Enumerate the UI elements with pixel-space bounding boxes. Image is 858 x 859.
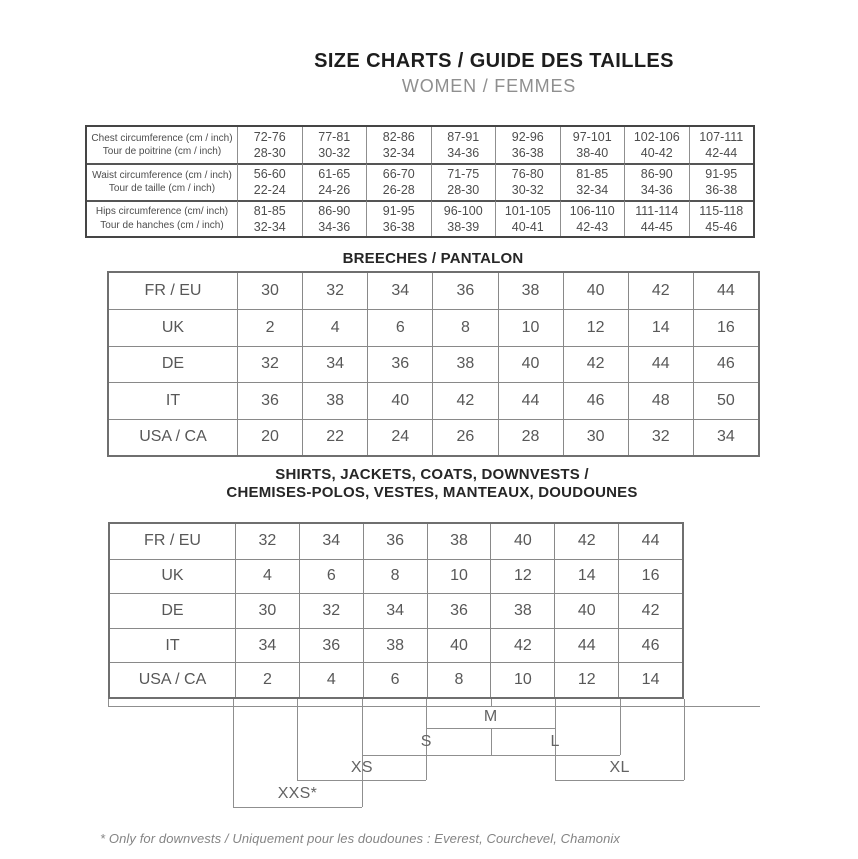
size-value-cell: 38 bbox=[302, 382, 367, 418]
bracket-line bbox=[233, 699, 234, 706]
measurement-value-cell bbox=[560, 163, 625, 199]
value-inch: 28-30 bbox=[447, 183, 480, 198]
value-cm: 101-105 bbox=[504, 203, 551, 218]
size-value-cell: 46 bbox=[618, 628, 682, 663]
size-value-cell: 36 bbox=[237, 382, 302, 418]
size-value-cell: 30 bbox=[237, 273, 302, 309]
value-inch: 32-34 bbox=[382, 146, 415, 161]
value-cm: 81-85 bbox=[576, 167, 609, 182]
value-cm: 106-110 bbox=[569, 203, 615, 218]
value-inch: 32-34 bbox=[253, 219, 286, 234]
size-value-cell: 6 bbox=[363, 662, 427, 697]
size-value-cell: 4 bbox=[235, 559, 299, 594]
size-value-cell: 14 bbox=[628, 309, 693, 345]
row-label-cell: IT bbox=[110, 628, 235, 663]
size-value-cell: 44 bbox=[628, 346, 693, 382]
size-value-cell: 34 bbox=[693, 419, 758, 455]
value-cm: 82-86 bbox=[382, 129, 415, 144]
measurement-value-cell bbox=[302, 127, 367, 163]
size-value-cell: 38 bbox=[498, 273, 563, 309]
size-value-cell: 32 bbox=[237, 346, 302, 382]
measurement-label-en: Chest circumference (cm / inch) bbox=[91, 132, 233, 144]
size-value-cell: 40 bbox=[490, 524, 554, 559]
shirts-size-table bbox=[108, 522, 684, 699]
value-cm: 86-90 bbox=[640, 167, 673, 182]
size-value-cell: 36 bbox=[299, 628, 363, 663]
size-value-cell: 2 bbox=[237, 309, 302, 345]
row-label-cell: DE bbox=[110, 593, 235, 628]
row-label-cell: DE bbox=[109, 346, 237, 382]
size-value-cell: 38 bbox=[427, 524, 491, 559]
size-value-cell: 26 bbox=[432, 419, 497, 455]
bracket-line bbox=[297, 780, 426, 781]
bracket-line bbox=[233, 706, 234, 807]
size-value-cell: 32 bbox=[628, 419, 693, 455]
bracket-line bbox=[362, 755, 620, 756]
body-measurements-table bbox=[85, 125, 755, 238]
size-value-cell: 38 bbox=[490, 593, 554, 628]
measurement-label-cell bbox=[87, 200, 237, 236]
value-cm: 77-81 bbox=[318, 129, 351, 144]
row-label-cell: FR / EU bbox=[144, 282, 202, 300]
value-cm: 61-65 bbox=[318, 167, 351, 182]
bracket-line bbox=[620, 706, 621, 755]
page-title: SIZE CHARTS / GUIDE DES TAILLES bbox=[314, 50, 674, 72]
value-inch: 28-30 bbox=[253, 146, 286, 161]
measurement-label-en: Waist circumference (cm / inch) bbox=[92, 169, 232, 181]
bracket-line bbox=[108, 699, 109, 706]
row-label-cell: FR / EU bbox=[144, 532, 201, 550]
size-value-cell: 34 bbox=[302, 346, 367, 382]
measurement-value-cell bbox=[237, 163, 302, 199]
value-cm: 72-76 bbox=[253, 129, 286, 144]
size-value-cell: 14 bbox=[618, 662, 682, 697]
size-value-cell: 10 bbox=[498, 309, 563, 345]
size-value-cell: 44 bbox=[693, 273, 758, 309]
value-inch: 38-39 bbox=[447, 219, 480, 234]
value-inch: 40-41 bbox=[511, 219, 544, 234]
bracket-line bbox=[108, 706, 760, 707]
measurement-label-fr: Tour de hanches (cm / inch) bbox=[100, 219, 224, 231]
value-cm: 96-100 bbox=[443, 203, 483, 218]
size-value-cell: 6 bbox=[299, 559, 363, 594]
row-label-cell: USA / CA bbox=[109, 419, 237, 455]
value-cm: 92-96 bbox=[511, 129, 544, 144]
measurement-value-cell bbox=[624, 163, 689, 199]
size-value-cell: 12 bbox=[554, 662, 618, 697]
measurement-value-cell bbox=[624, 127, 689, 163]
size-value-cell: 44 bbox=[618, 524, 682, 559]
size-value-cell: 38 bbox=[432, 346, 497, 382]
size-value-cell: 34 bbox=[235, 628, 299, 663]
measurement-value-cell bbox=[302, 200, 367, 236]
size-value-cell: 8 bbox=[427, 662, 491, 697]
value-inch: 34-36 bbox=[640, 183, 673, 198]
bracket-line bbox=[555, 699, 556, 706]
page-subtitle: WOMEN / FEMMES bbox=[401, 76, 577, 96]
bracket-line bbox=[426, 699, 427, 706]
value-cm: 56-60 bbox=[253, 167, 286, 182]
value-cm: 111-114 bbox=[635, 203, 679, 218]
size-value-cell: 10 bbox=[490, 662, 554, 697]
value-inch: 36-38 bbox=[705, 183, 738, 198]
measurement-label-fr: Tour de poitrine (cm / inch) bbox=[102, 146, 222, 158]
measurement-value-cell bbox=[689, 200, 754, 236]
value-cm: 91-95 bbox=[705, 167, 738, 182]
value-inch: 34-36 bbox=[447, 146, 480, 161]
size-value-cell: 12 bbox=[490, 559, 554, 594]
value-inch: 38-40 bbox=[576, 146, 609, 161]
measurement-value-cell bbox=[624, 200, 689, 236]
measurement-value-cell bbox=[560, 200, 625, 236]
value-inch: 22-24 bbox=[253, 183, 286, 198]
size-value-cell: 40 bbox=[367, 382, 432, 418]
shirts-heading-line1: SHIRTS, JACKETS, COATS, DOWNVESTS / bbox=[275, 466, 589, 483]
size-value-cell: 30 bbox=[235, 593, 299, 628]
value-cm: 86-90 bbox=[318, 203, 351, 218]
size-value-cell: 42 bbox=[563, 346, 628, 382]
size-value-cell: 34 bbox=[363, 593, 427, 628]
measurement-label-en: Hips circumference (cm/ inch) bbox=[95, 206, 229, 218]
value-inch: 34-36 bbox=[318, 219, 351, 234]
measurement-value-cell bbox=[431, 127, 496, 163]
value-inch: 40-42 bbox=[640, 146, 673, 161]
size-value-cell: 44 bbox=[554, 628, 618, 663]
measurement-value-cell bbox=[689, 127, 754, 163]
downvests-footnote: * Only for downvests / Uniquement pour les doudounes : Everest, Courchevel, Chamonix bbox=[100, 831, 620, 846]
bracket-line bbox=[684, 699, 685, 706]
size-value-cell: 32 bbox=[302, 273, 367, 309]
size-value-cell: 8 bbox=[363, 559, 427, 594]
bracket-line bbox=[362, 706, 363, 807]
size-value-cell: 40 bbox=[554, 593, 618, 628]
size-value-cell: 42 bbox=[618, 593, 682, 628]
value-cm: 115-118 bbox=[699, 203, 744, 218]
measurement-value-cell bbox=[302, 163, 367, 199]
breeches-size-table bbox=[107, 271, 760, 457]
size-value-cell: 46 bbox=[693, 346, 758, 382]
shirts-heading-line2: CHEMISES-POLOS, VESTES, MANTEAUX, DOUDOUNES bbox=[226, 484, 638, 501]
measurement-value-cell bbox=[495, 200, 560, 236]
value-inch: 42-43 bbox=[576, 219, 609, 234]
bracket-line bbox=[491, 699, 492, 706]
shirts-section-heading bbox=[226, 466, 637, 502]
value-cm: 91-95 bbox=[382, 203, 415, 218]
size-value-cell: 20 bbox=[237, 419, 302, 455]
breeches-section-heading: BREECHES / PANTALON bbox=[342, 250, 524, 267]
size-value-cell: 6 bbox=[367, 309, 432, 345]
letter-size-label-l: L bbox=[550, 732, 560, 750]
value-inch: 44-45 bbox=[640, 219, 673, 234]
value-inch: 30-32 bbox=[318, 146, 351, 161]
size-value-cell: 30 bbox=[563, 419, 628, 455]
bracket-line bbox=[491, 728, 492, 755]
row-label-cell: UK bbox=[109, 309, 237, 345]
bracket-line bbox=[620, 699, 621, 706]
measurement-value-cell bbox=[237, 200, 302, 236]
size-value-cell: 8 bbox=[432, 309, 497, 345]
bracket-line bbox=[233, 807, 362, 808]
size-value-cell: 4 bbox=[302, 309, 367, 345]
size-value-cell: 42 bbox=[490, 628, 554, 663]
measurement-value-cell bbox=[431, 200, 496, 236]
size-value-cell: 44 bbox=[498, 382, 563, 418]
letter-size-label-xl: XL bbox=[609, 758, 630, 776]
value-inch: 30-32 bbox=[511, 183, 544, 198]
value-inch: 32-34 bbox=[576, 183, 609, 198]
measurement-value-cell bbox=[366, 127, 431, 163]
size-value-cell: 36 bbox=[432, 273, 497, 309]
size-value-cell: 46 bbox=[563, 382, 628, 418]
size-value-cell: 40 bbox=[427, 628, 491, 663]
size-value-cell: 16 bbox=[618, 559, 682, 594]
size-value-cell: 12 bbox=[563, 309, 628, 345]
size-value-cell: 4 bbox=[299, 662, 363, 697]
bracket-line bbox=[297, 706, 298, 780]
value-cm: 71-75 bbox=[447, 167, 480, 182]
size-value-cell: 42 bbox=[628, 273, 693, 309]
value-cm: 97-101 bbox=[572, 129, 612, 144]
measurement-value-cell bbox=[495, 163, 560, 199]
value-inch: 42-44 bbox=[705, 146, 738, 161]
size-value-cell: 40 bbox=[498, 346, 563, 382]
size-value-cell: 36 bbox=[363, 524, 427, 559]
value-cm: 76-80 bbox=[511, 167, 544, 182]
size-value-cell: 40 bbox=[563, 273, 628, 309]
size-value-cell: 22 bbox=[302, 419, 367, 455]
bracket-line bbox=[684, 706, 685, 780]
measurement-value-cell bbox=[560, 127, 625, 163]
size-value-cell: 50 bbox=[693, 382, 758, 418]
row-label-cell: IT bbox=[109, 382, 237, 418]
letter-size-label-xs: XS bbox=[350, 758, 373, 776]
size-value-cell: 34 bbox=[299, 524, 363, 559]
bracket-line bbox=[426, 728, 555, 729]
measurement-label-cell bbox=[87, 163, 237, 199]
value-cm: 87-91 bbox=[447, 129, 480, 144]
measurement-value-cell bbox=[366, 200, 431, 236]
measurement-value-cell bbox=[689, 163, 754, 199]
value-inch: 26-28 bbox=[382, 183, 415, 198]
size-value-cell: 42 bbox=[432, 382, 497, 418]
size-value-cell: 10 bbox=[427, 559, 491, 594]
value-inch: 36-38 bbox=[382, 219, 415, 234]
measurement-value-cell bbox=[237, 127, 302, 163]
value-cm: 66-70 bbox=[382, 167, 415, 182]
size-value-cell: 38 bbox=[363, 628, 427, 663]
bracket-line bbox=[555, 780, 684, 781]
row-label-cell: UK bbox=[110, 559, 235, 594]
measurement-label-cell bbox=[87, 127, 237, 163]
value-cm: 102-106 bbox=[633, 129, 680, 144]
size-value-cell: 28 bbox=[498, 419, 563, 455]
size-value-cell: 34 bbox=[367, 273, 432, 309]
size-value-cell: 36 bbox=[427, 593, 491, 628]
bracket-line bbox=[362, 699, 363, 706]
value-inch: 36-38 bbox=[511, 146, 544, 161]
bracket-line bbox=[297, 699, 298, 706]
size-value-cell: 24 bbox=[367, 419, 432, 455]
size-value-cell: 16 bbox=[693, 309, 758, 345]
size-value-cell: 2 bbox=[235, 662, 299, 697]
size-value-cell: 36 bbox=[367, 346, 432, 382]
measurement-value-cell bbox=[366, 163, 431, 199]
measurement-value-cell bbox=[495, 127, 560, 163]
row-label-cell: USA / CA bbox=[110, 662, 235, 697]
letter-size-label-m: M bbox=[483, 708, 498, 725]
value-inch: 45-46 bbox=[705, 219, 738, 234]
size-value-cell: 32 bbox=[299, 593, 363, 628]
letter-size-label-s: S bbox=[420, 732, 432, 750]
measurement-value-cell bbox=[431, 163, 496, 199]
measurement-label-fr: Tour de taille (cm / inch) bbox=[108, 183, 216, 195]
value-cm: 81-85 bbox=[253, 203, 286, 218]
value-inch: 24-26 bbox=[318, 183, 351, 198]
letter-size-label-xxs: XXS* bbox=[277, 784, 318, 802]
size-value-cell: 42 bbox=[554, 524, 618, 559]
size-value-cell: 32 bbox=[235, 524, 299, 559]
size-value-cell: 48 bbox=[628, 382, 693, 418]
value-cm: 107-111 bbox=[699, 129, 744, 144]
size-value-cell: 14 bbox=[554, 559, 618, 594]
